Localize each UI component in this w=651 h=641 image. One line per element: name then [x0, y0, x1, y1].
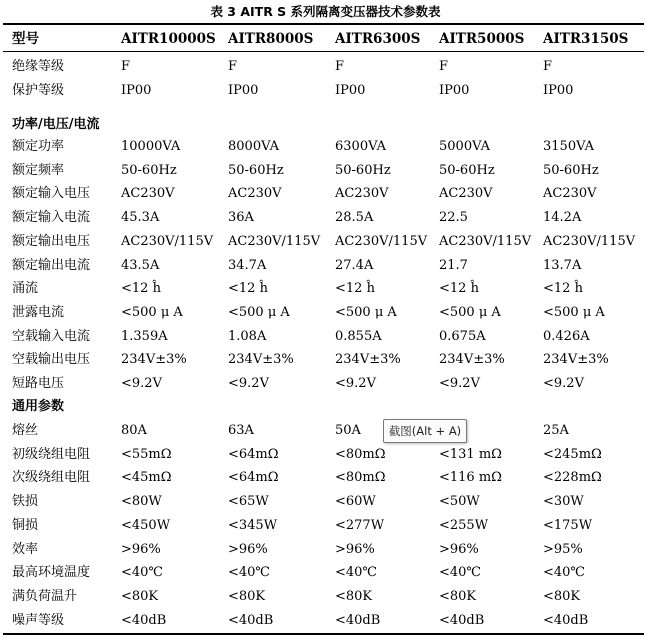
table-cell: <12 ĥ — [439, 281, 479, 297]
table-row — [0, 348, 651, 372]
table-cell: >96% — [335, 541, 375, 557]
table-row — [0, 466, 651, 490]
table-cell: AC230V — [121, 186, 175, 202]
row-label: 额定输出电压 — [12, 233, 91, 249]
table-cell: 43.5A — [121, 257, 160, 273]
table-cell: 50-60Hz — [121, 162, 177, 178]
table-cell: F — [121, 59, 131, 74]
section-row-power — [0, 113, 651, 137]
table-cell: <40dB — [335, 612, 381, 628]
table-row — [0, 55, 651, 79]
table-row — [0, 538, 651, 562]
row-label: 保护等级 — [12, 83, 65, 98]
table-cell: AITR10000S — [121, 31, 216, 47]
table-cell: <80mΩ — [335, 470, 386, 486]
table-cell: 13.7A — [543, 257, 582, 273]
table-cell: 50-60Hz — [335, 162, 391, 178]
table-cell: <500 μ A — [121, 304, 183, 320]
table-cell: 28.5A — [335, 210, 374, 226]
table-row — [0, 372, 651, 396]
table-cell: <80mΩ — [335, 446, 386, 462]
table-cell: <500 μ A — [228, 304, 290, 320]
table-row — [0, 561, 651, 585]
table-cell: <12 ĥ — [335, 281, 375, 297]
table-row — [0, 301, 651, 325]
table-cell: <45mΩ — [121, 470, 172, 486]
table-cell: 21.7 — [439, 257, 468, 273]
table-cell: AC230V/115V — [335, 233, 428, 249]
table-cell: <50W — [439, 494, 480, 510]
row-label: 绝缘等级 — [12, 59, 65, 74]
section-heading: 功率/电压/电流 — [12, 117, 100, 132]
row-label: 效率 — [12, 541, 39, 557]
table-cell: <131 mΩ — [439, 446, 502, 462]
table-cell: <277W — [335, 517, 385, 533]
table-cell: AC230V — [543, 186, 597, 202]
table-cell: <12 ĥ — [543, 281, 583, 297]
table-cell: 6300VA — [335, 139, 386, 154]
row-label: 泄露电流 — [12, 304, 65, 320]
table-cell: <55mΩ — [121, 446, 172, 462]
table-cell: <345W — [228, 517, 278, 533]
table-cell: AC230V/115V — [543, 233, 636, 249]
section-row-general — [0, 395, 651, 419]
table-cell: <9.2V — [228, 376, 269, 391]
table-cell: <500 μ A — [439, 304, 501, 320]
table-cell: <500 μ A — [335, 304, 397, 320]
table-cell: <228mΩ — [543, 470, 602, 486]
table-cell: AC230V — [335, 186, 389, 202]
section-heading: 通用参数 — [12, 399, 65, 414]
table-cell: <80K — [121, 588, 159, 604]
table-bottom-rule — [3, 633, 644, 635]
table-cell: 14.2A — [543, 210, 582, 226]
table-cell: <40℃ — [543, 565, 585, 581]
table-cell: 27.4A — [335, 257, 374, 273]
table-cell: <80K — [335, 588, 373, 604]
table-cell: <40℃ — [439, 565, 481, 581]
table-cell: 234V±3% — [121, 352, 187, 368]
table-cell: 63A — [228, 423, 254, 438]
table-cell: AITR8000S — [228, 31, 314, 47]
table-cell: <65W — [228, 494, 269, 510]
table-cell: F — [228, 59, 238, 74]
row-label: 铜损 — [12, 517, 39, 533]
row-label: 满负荷温升 — [12, 588, 78, 604]
table-cell: <40℃ — [121, 565, 163, 581]
table-cell: <40dB — [228, 612, 274, 628]
table-cell: 50-60Hz — [439, 162, 495, 178]
table-row — [0, 325, 651, 349]
table-row — [0, 79, 651, 103]
table-cell: <80K — [228, 588, 266, 604]
table-cell: >96% — [121, 541, 161, 557]
table-cell: <9.2V — [439, 376, 480, 391]
table-row — [0, 419, 651, 443]
table-cell: 234V±3% — [228, 352, 294, 368]
table-cell: IP00 — [543, 83, 574, 98]
table-cell: <40dB — [121, 612, 167, 628]
row-label: 额定输入电流 — [12, 210, 91, 226]
table-cell: F — [439, 59, 449, 74]
screenshot-tooltip: 截图(Alt + A) — [383, 419, 467, 443]
row-label: 短路电压 — [12, 376, 65, 391]
table-cell: 234V±3% — [543, 352, 609, 368]
row-label: 次级绕组电阻 — [12, 470, 91, 486]
table-cell: <64mΩ — [228, 446, 279, 462]
row-label: 噪声等级 — [12, 612, 65, 628]
table-row — [0, 277, 651, 301]
table-cell: 34.7A — [228, 257, 267, 273]
table-row — [0, 254, 651, 278]
table-cell: 80A — [121, 423, 147, 438]
table-cell: IP00 — [121, 83, 152, 98]
row-label: 型号 — [12, 31, 39, 47]
table-cell: IP00 — [439, 83, 470, 98]
table-cell: AITR6300S — [335, 31, 421, 47]
table-cell: <116 mΩ — [439, 470, 502, 486]
table-cell: 1.359A — [121, 328, 168, 344]
table-cell: 50A — [335, 423, 361, 438]
table-cell: <12 ĥ — [228, 281, 268, 297]
table-cell: 234V±3% — [335, 352, 401, 368]
table-cell: <64mΩ — [228, 470, 279, 486]
table-cell: <500 μ A — [543, 304, 605, 320]
table-cell: 0.426A — [543, 328, 590, 344]
table-cell: >96% — [228, 541, 268, 557]
table-row — [0, 135, 651, 159]
table-cell: <30W — [543, 494, 584, 510]
table-row — [0, 159, 651, 183]
row-label: 初级绕组电阻 — [12, 446, 91, 462]
row-label: 空载输出电压 — [12, 352, 91, 368]
table-row — [0, 230, 651, 254]
table-cell: 234V±3% — [439, 352, 505, 368]
table-cell: AITR3150S — [543, 31, 629, 47]
table-cell: 36A — [228, 210, 254, 226]
table-cell: <40℃ — [228, 565, 270, 581]
table-row — [0, 514, 651, 538]
table-cell: 0.855A — [335, 328, 382, 344]
table-cell: 45.3A — [121, 210, 160, 226]
table-cell: <80W — [121, 494, 162, 510]
row-label: 额定频率 — [12, 162, 65, 178]
table-row — [0, 585, 651, 609]
table-cell: 3150VA — [543, 139, 594, 154]
table-cell: >96% — [439, 541, 479, 557]
table-cell: <80K — [543, 588, 581, 604]
table-cell: <60W — [335, 494, 376, 510]
table-cell: AITR5000S — [439, 31, 525, 47]
table-cell: >95% — [543, 541, 583, 557]
table-cell: <450W — [121, 517, 171, 533]
table-cell: 25A — [543, 423, 569, 438]
table-cell: <80K — [439, 588, 477, 604]
table-cell: 22.5 — [439, 210, 468, 226]
table-cell: 10000VA — [121, 139, 181, 154]
row-label: 额定输入电压 — [12, 186, 91, 202]
table-cell: <9.2V — [335, 376, 376, 391]
table-cell: F — [335, 59, 345, 74]
table-cell: 5000VA — [439, 139, 490, 154]
table-cell: AC230V — [228, 186, 282, 202]
table-cell: <12 ĥ — [121, 281, 161, 297]
table-cell: IP00 — [335, 83, 366, 98]
table-cell: F — [543, 59, 553, 74]
table-cell: AC230V/115V — [439, 233, 532, 249]
row-label: 涌流 — [12, 281, 39, 297]
table-cell: <40℃ — [335, 565, 377, 581]
table-cell: AC230V/115V — [121, 233, 214, 249]
table-row — [0, 206, 651, 230]
row-label: 空载输入电流 — [12, 328, 91, 344]
table-cell: <9.2V — [121, 376, 162, 391]
table-cell: 50-60Hz — [228, 162, 284, 178]
table-cell: 50-60Hz — [543, 162, 599, 178]
table-cell: <175W — [543, 517, 593, 533]
table-cell: 0.675A — [439, 328, 486, 344]
table-row — [0, 443, 651, 467]
row-label: 铁损 — [12, 494, 39, 510]
table-cell: <245mΩ — [543, 446, 602, 462]
table-cell: IP00 — [228, 83, 259, 98]
table-cell: <9.2V — [543, 376, 584, 391]
table-cell: <255W — [439, 517, 489, 533]
table-row — [0, 490, 651, 514]
table-cell: <40dB — [543, 612, 589, 628]
table-row — [0, 182, 651, 206]
table-caption: 表 3 AITR S 系列隔离变压器技术参数表 — [210, 4, 441, 19]
row-label: 熔丝 — [12, 423, 39, 438]
table-header-rule — [3, 51, 644, 52]
table-cell: 1.08A — [228, 328, 267, 344]
table-top-rule — [3, 23, 644, 25]
row-label: 额定功率 — [12, 139, 65, 154]
table-row — [0, 609, 651, 633]
table-cell: AC230V — [439, 186, 493, 202]
row-label: 额定输出电流 — [12, 257, 91, 273]
table-header-row — [0, 27, 651, 51]
table-cell: AC230V/115V — [228, 233, 321, 249]
table-cell: <40dB — [439, 612, 485, 628]
row-label: 最高环境温度 — [12, 565, 91, 581]
table-cell: 8000VA — [228, 139, 279, 154]
